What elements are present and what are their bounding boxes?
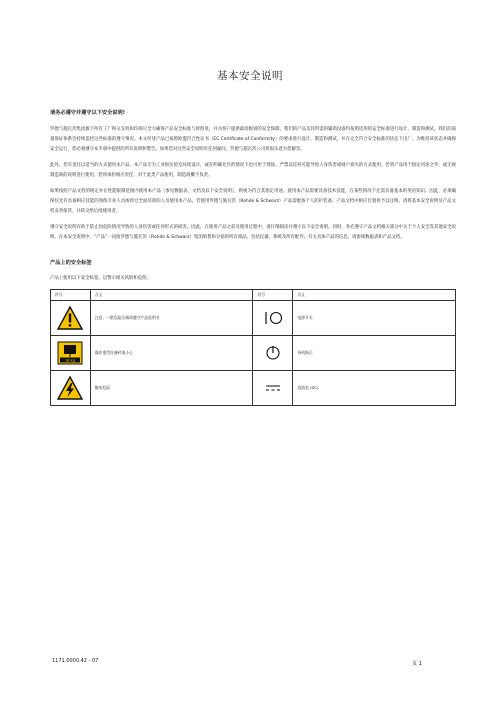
document-number: 1171.0000.42 - 07 — [52, 658, 99, 664]
meaning-cell: 操作重型设备时请小心 — [90, 336, 253, 371]
meaning-cell: 电源开关 — [293, 301, 456, 336]
lead-text: 请务必遵守并遵守以下安全说明! — [50, 110, 125, 116]
paragraph-1: 罗德与施瓦茨集团旗下所有工厂和分支机构均竭尽全力确保产品安全标准与时俱进，并为客户提供最高级别的安全保障。我们的产品及其所需的辅助设备均按照适用的安全标准进行设计、制造和测试。我们的质量保证体系会持续监控这些标准的遵守情况。本文所述产品已按照欧盟符合性证书（EC Certificate of Conformity）的要求进行设计、制造和测试，并在完全符合安全标准的状态下出厂。为维持该状态并确保安全运行，您必须遵守本手册中提供的所有说明和警告。如果您对这些安全说明有任何疑问，罗德与施瓦茨公司将很乐意为您解答。 — [50, 127, 456, 152]
direct-current-icon — [260, 379, 286, 397]
symbol-cell — [253, 301, 293, 336]
table-header-row — [51, 290, 456, 301]
meaning-cell: 待机指示 — [293, 336, 456, 371]
meaning-cell: 直流电 (DC) — [293, 371, 456, 406]
warning-exclamation-icon — [57, 306, 83, 330]
header-symbol-right: 符号 — [253, 290, 293, 301]
symbol-cell — [51, 336, 91, 371]
electric-shock-icon — [57, 376, 83, 400]
meaning-cell: 注意，一般危险区域请遵守产品说明书 — [90, 301, 253, 336]
page-number: 页 1 — [412, 661, 422, 667]
header-symbol-left: 符号 — [51, 290, 91, 301]
document-body — [50, 109, 456, 406]
power-on-off-icon — [260, 309, 286, 327]
weight-label: 18 kg — [65, 358, 76, 363]
safety-label-table — [50, 289, 456, 406]
section-title: 产品上的安全标签 — [50, 260, 92, 266]
symbol-cell — [51, 301, 91, 336]
meaning-cell: 触电危险 — [90, 371, 253, 406]
header-meaning-right: 含义 — [293, 290, 456, 301]
symbol-cell — [253, 336, 293, 371]
symbol-cell — [51, 371, 91, 406]
page-title: 基本安全说明 — [217, 70, 283, 82]
paragraph-2: 此外，您有责任以适当的方式使用本产品。本产品专为工业和实验室环境设计，或在明确允许的情况下也可用于现场，严禁以任何可能导致人身伤害或财产损失的方式使用。若将产品用于指定用途之外，或无视制造商的说明进行使用，您将承担相应责任。对于此类产品使用，制造商概不负责。 — [50, 163, 456, 178]
heavy-device-icon — [57, 341, 83, 365]
table-row — [51, 301, 456, 336]
standby-icon — [260, 344, 286, 362]
section-intro: 产品上使用以下安全标签，以警示相关风险和危险。 — [50, 276, 151, 281]
table-row — [51, 336, 456, 371]
table-row — [51, 371, 456, 406]
symbol-cell — [253, 371, 293, 406]
header-meaning-left: 含义 — [90, 290, 253, 301]
paragraph-3: 如果按照产品文档的规定并在性能限制范围内使用本产品（参见数据表、文档及以下安全说明），则视为符合其指定用途。使用本产品需要具备技术技能，在某些情况下还需具备基本的英语知识。因此，必须确保仅允许具备相应技能的熟练专业人员或经过全面培训的人员使用本产品。若使用罗德与施瓦茨（Rohde & Schwarz）产品需配备个人防护装备，产品文档中相应位置将予以注明。请将基本安全说明及产品文档妥善保管，并转交给后续使用者。 — [50, 189, 456, 214]
paragraph-4: 遵守安全说明有助于防止因危险情况导致的人身伤害或任何形式的损害。因此，在使用产品之前及使用过程中，请仔细阅读并遵守以下安全说明。同时，务必遵守产品文档相关部分中关于个人安全等其他安全说明。在本安全说明中，“产品”一词指罗德与施瓦茨（Rohde & Schwarz）集团销售和分销的所有商品，包括仪器、系统及所有配件。有关具体产品的信息，请参阅数据表和产品文档。 — [50, 225, 456, 240]
